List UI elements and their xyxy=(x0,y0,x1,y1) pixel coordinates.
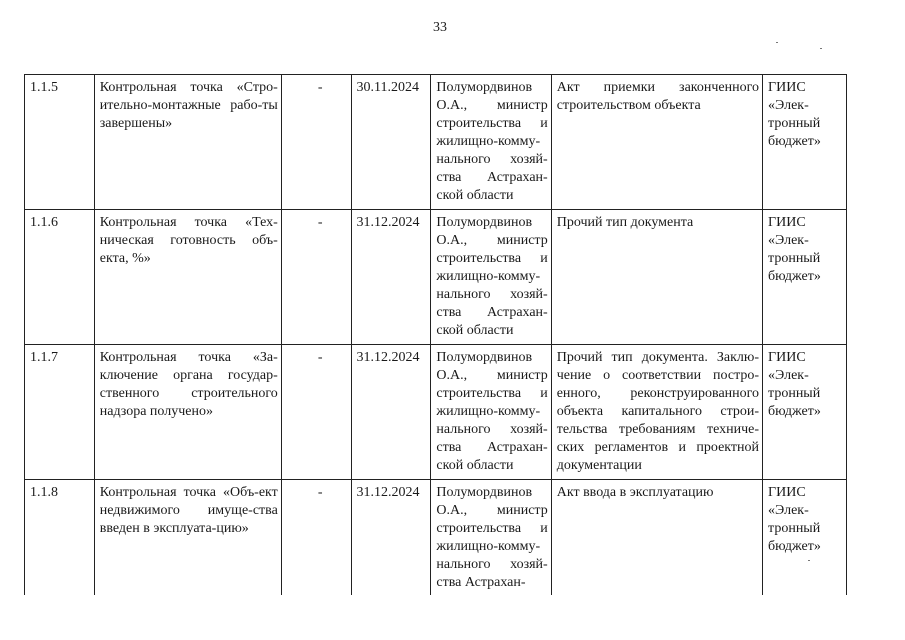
scan-speck xyxy=(776,42,778,43)
information-system: ГИИС «Элек-тронный бюджет» xyxy=(763,210,847,345)
row-number: 1.1.5 xyxy=(25,75,95,210)
row-number: 1.1.6 xyxy=(25,210,95,345)
responsible-person: Полумордвинов О.А., министр строительства и жилищно-комму-нального хозяй-ства Астрахан-ской области xyxy=(431,210,551,345)
table-row xyxy=(25,480,847,596)
table-row xyxy=(25,210,847,345)
information-system: ГИИС «Элек-тронный бюджет» xyxy=(763,345,847,480)
row-number: 1.1.8 xyxy=(25,480,95,596)
due-date: 31.12.2024 xyxy=(351,480,431,596)
due-date: 31.12.2024 xyxy=(351,210,431,345)
dash-cell xyxy=(281,210,351,345)
responsible-person: Полумордвинов О.А., министр строительства и жилищно-комму-нального хозяй-ства Астрахан-ской области xyxy=(431,345,551,480)
due-date: 30.11.2024 xyxy=(351,75,431,210)
information-system: ГИИС «Элек-тронный бюджет» xyxy=(763,75,847,210)
dash-value: - xyxy=(317,350,323,365)
document-type: Акт ввода в эксплуатацию xyxy=(551,480,762,596)
document-type: Прочий тип документа xyxy=(551,210,762,345)
page-number: 33 xyxy=(433,20,447,35)
dash-value: - xyxy=(317,215,323,230)
dash-value: - xyxy=(317,485,323,500)
control-point-description: Контрольная точка «Объ-ект недвижимого имуще-ства введен в эксплуата-цию» xyxy=(94,480,281,596)
control-point-description: Контрольная точка «За-ключение органа государ-ственного строительного надзора получено» xyxy=(94,345,281,480)
scan-speck xyxy=(820,48,822,49)
dash-value: - xyxy=(317,80,323,95)
dash-cell xyxy=(281,480,351,596)
information-system: ГИИС «Элек-тронный бюджет» xyxy=(763,480,847,596)
responsible-person: Полумордвинов О.А., министр строительства и жилищно-комму-нального хозяй-ства Астрахан-ской области xyxy=(431,75,551,210)
control-point-description: Контрольная точка «Стро-ительно-монтажные рабо-ты завершены» xyxy=(94,75,281,210)
due-date: 31.12.2024 xyxy=(351,345,431,480)
dash-cell xyxy=(281,345,351,480)
document-type: Акт приемки законченного строительством объекта xyxy=(551,75,762,210)
dash-cell xyxy=(281,75,351,210)
control-point-description: Контрольная точка «Тех-ническая готовность объ-екта, %» xyxy=(94,210,281,345)
control-points-table xyxy=(24,74,847,595)
table-row xyxy=(25,75,847,210)
document-type: Прочий тип документа. Заклю-чение о соответствии постро-енного, реконструированного объекта капитального строи-тельства требованиям техниче-ских регламентов и проектной документации xyxy=(551,345,762,480)
responsible-person: Полумордвинов О.А., министр строительства и жилищно-комму-нального хозяй-ства Астрахан- xyxy=(431,480,551,596)
table-row xyxy=(25,345,847,480)
row-number: 1.1.7 xyxy=(25,345,95,480)
